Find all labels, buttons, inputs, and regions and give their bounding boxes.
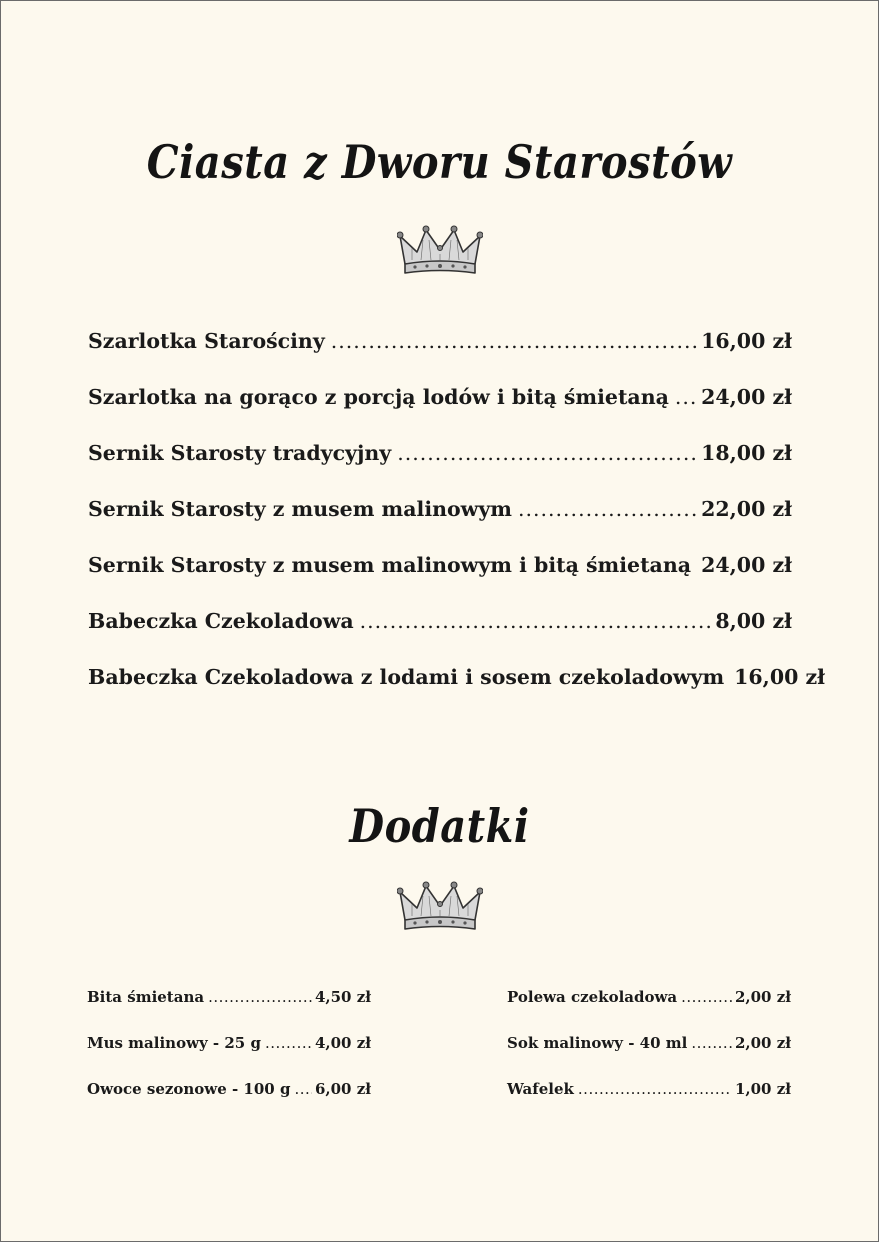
item-price: 6,00 zł xyxy=(314,1080,371,1098)
item-price: 1,00 zł xyxy=(734,1080,791,1098)
leader-dots xyxy=(681,988,732,1006)
list-item xyxy=(88,497,792,553)
item-name: Sernik Starosty z musem malinowym xyxy=(88,497,512,521)
extras-title: Dodatki xyxy=(349,799,530,854)
item-price: 4,50 zł xyxy=(314,988,371,1006)
leader-dots xyxy=(265,1034,312,1052)
list-item xyxy=(87,1080,371,1126)
crown-icon xyxy=(397,224,483,278)
item-name: Mus malinowy - 25 g xyxy=(87,1034,261,1052)
item-name: Babeczka Czekoladowa xyxy=(88,609,354,633)
list-item xyxy=(88,665,826,721)
extras-right-column xyxy=(507,988,791,1126)
item-price: 16,00 zł xyxy=(734,665,826,689)
list-item xyxy=(507,988,791,1034)
item-price: 2,00 zł xyxy=(734,988,791,1006)
leader-dots xyxy=(675,385,697,409)
extras-left-column xyxy=(87,988,371,1126)
item-name: Babeczka Czekoladowa z lodami i sosem czekoladowym xyxy=(88,665,725,689)
cakes-title: Ciasta z Dworu Starostów xyxy=(146,135,733,190)
leader-dots xyxy=(518,497,697,521)
item-price: 22,00 zł xyxy=(701,497,792,521)
crown-icon xyxy=(397,880,483,934)
item-name: Owoce sezonowe - 100 g xyxy=(87,1080,291,1098)
leader-dots xyxy=(691,1034,732,1052)
list-item xyxy=(88,329,792,385)
item-price: 8,00 zł xyxy=(715,609,792,633)
item-name: Sernik Starosty z musem malinowym i bitą śmietaną xyxy=(88,553,692,577)
list-item xyxy=(507,1034,791,1080)
leader-dots xyxy=(360,609,712,633)
list-item xyxy=(87,988,371,1034)
item-price: 2,00 zł xyxy=(734,1034,791,1052)
list-item xyxy=(88,609,792,665)
leader-dots xyxy=(331,329,697,353)
item-name: Bita śmietana xyxy=(87,988,205,1006)
item-price: 24,00 zł xyxy=(701,553,792,577)
leader-dots xyxy=(397,441,697,465)
item-name: Szarlotka Starościny xyxy=(88,329,325,353)
item-price: 24,00 zł xyxy=(701,385,792,409)
list-item xyxy=(507,1080,791,1126)
item-name: Szarlotka na gorąco z porcją lodów i bitą śmietaną xyxy=(88,385,669,409)
item-name: Polewa czekoladowa xyxy=(507,988,678,1006)
item-price: 16,00 zł xyxy=(701,329,792,353)
item-name: Wafelek xyxy=(507,1080,574,1098)
leader-dots xyxy=(578,1080,732,1098)
list-item xyxy=(88,385,792,441)
list-item xyxy=(88,553,792,609)
leader-dots xyxy=(294,1080,312,1098)
item-name: Sok malinowy - 40 ml xyxy=(507,1034,688,1052)
list-item xyxy=(88,441,792,497)
item-price: 4,00 zł xyxy=(314,1034,371,1052)
list-item xyxy=(87,1034,371,1080)
item-price: 18,00 zł xyxy=(701,441,792,465)
cake-list xyxy=(88,329,826,721)
item-name: Sernik Starosty tradycyjny xyxy=(88,441,392,465)
leader-dots xyxy=(208,988,312,1006)
